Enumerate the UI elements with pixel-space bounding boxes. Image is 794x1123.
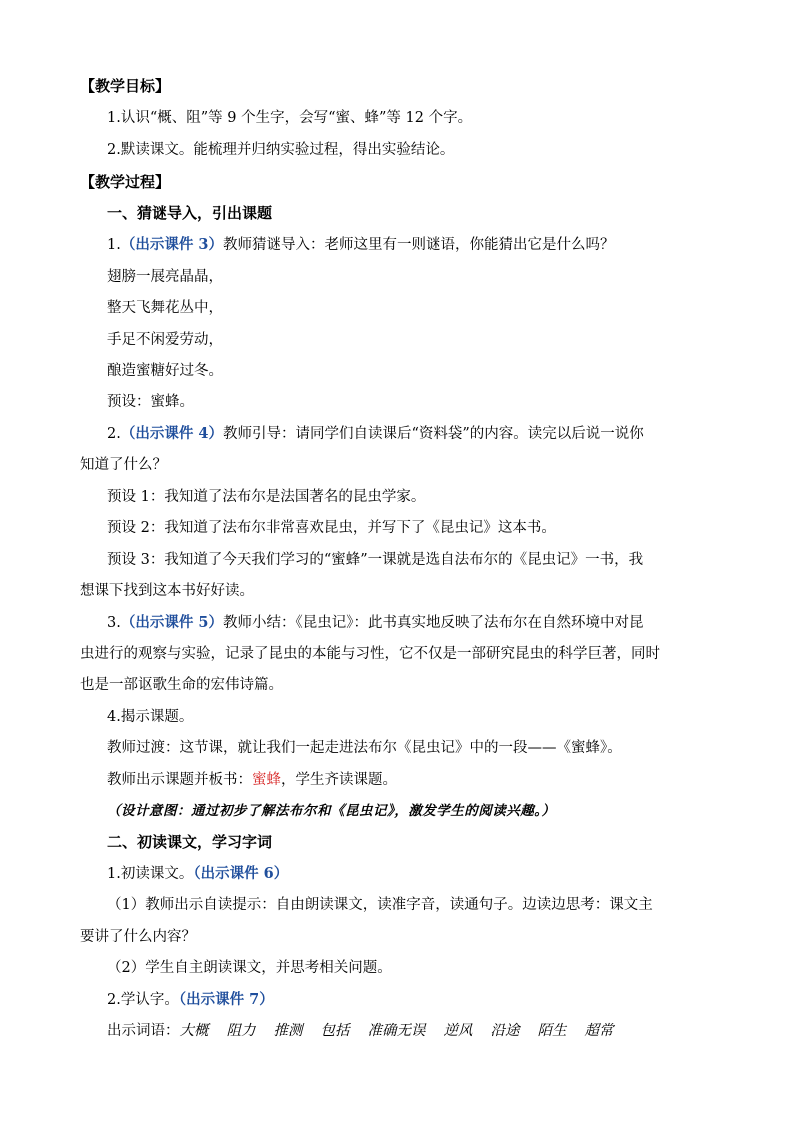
riddle-line-2: 整天飞舞花丛中， [107, 300, 223, 316]
part2-title: 二、初读课文，学习字词 [107, 833, 273, 851]
word-item: 沿途 [490, 1023, 520, 1039]
part2-sub1-cont: 要讲了什么内容？ [80, 929, 196, 945]
preset-1: 预设 1：我知道了法布尔是法国著名的昆虫学家。 [107, 489, 426, 505]
riddle-line-1: 翅膀一展亮晶晶， [107, 269, 223, 285]
word-item: 超常 [584, 1023, 614, 1039]
part2-sub2: （2）学生自主朗读课文，并思考相关问题。 [107, 960, 392, 976]
step-text: 教师猜谜导入：老师这里有一则谜语，你能猜出它是什么吗？ [222, 237, 615, 253]
goal-item-1: 1.认识“概、阻”等 9 个生字，会写“蜜、蜂”等 12 个字。 [107, 110, 473, 126]
goals-heading: 【教学目标】 [80, 77, 171, 95]
process-heading: 【教学过程】 [80, 173, 171, 191]
courseware-tag: （出示课件 3） [120, 236, 223, 253]
step-number: 1. [107, 237, 121, 253]
word-item: 阻力 [226, 1023, 256, 1039]
step-text: 1.初读课文。 [107, 866, 194, 882]
word-item: 大概 [179, 1023, 209, 1039]
part1-step1 [107, 235, 614, 255]
word-item: 推测 [273, 1023, 303, 1039]
word-list-label: 出示词语： [107, 1023, 180, 1039]
step-text: 教师小结：《昆虫记》：此书真实地反映了法布尔在自然环境中对昆 [222, 615, 644, 631]
step-number: 3. [107, 615, 121, 631]
word-item: 陌生 [537, 1023, 567, 1039]
word-item: 包括 [320, 1023, 350, 1039]
lesson-title-highlight: 蜜蜂 [252, 772, 281, 788]
riddle-line-3: 手足不闲爱劳动， [107, 332, 223, 348]
courseware-tag: （出示课件 6） [193, 865, 289, 882]
riddle-answer: 预设：蜜蜂。 [107, 394, 194, 410]
preset-2: 预设 2：我知道了法布尔非常喜欢昆虫，并写下了《昆虫记》这本书。 [107, 520, 556, 536]
part1-step2-cont: 知道了什么？ [80, 457, 167, 473]
preset-3: 预设 3：我知道了今天我们学习的“蜜蜂”一课就是选自法布尔的《昆虫记》一书，我 [107, 552, 644, 568]
part1-step3 [107, 613, 643, 633]
courseware-tag: （出示课件 4） [120, 425, 223, 442]
board-writing [107, 770, 397, 790]
step-text: 2.学认字。 [107, 992, 179, 1008]
board-text-after: ，学生齐读课题。 [281, 772, 397, 788]
goal-item-2: 2.默读课文。能梳理并归纳实验过程，得出实验结论。 [107, 142, 455, 158]
courseware-tag: （出示课件 7） [178, 991, 274, 1008]
courseware-tag: （出示课件 5） [120, 614, 223, 631]
part2-sub1: （1）教师出示自读提示：自由朗读课文，读准字音，读通句子。边读边思考：课文主 [107, 897, 653, 913]
part2-step2 [107, 990, 274, 1010]
step-number: 2. [107, 426, 121, 442]
part1-step2 [107, 424, 644, 444]
design-note: （设计意图：通过初步了解法布尔和《昆虫记》，激发学生的阅读兴趣。） [107, 803, 556, 819]
part1-title: 一、猜谜导入，引出课题 [107, 204, 273, 222]
preset-3-cont: 想课下找到这本书好好读。 [80, 583, 254, 599]
step-text: 教师引导：请同学们自读课后“资料袋”的内容。读完以后说一说你 [222, 426, 644, 442]
word-list [107, 1021, 632, 1041]
part1-step3-cont2: 也是一部讴歌生命的宏伟诗篇。 [80, 677, 283, 693]
word-item: 准确无误 [367, 1023, 426, 1039]
board-text-before: 教师出示课题并板书： [107, 772, 252, 788]
teacher-transition: 教师过渡：这节课，就让我们一起走进法布尔《昆虫记》中的一段——《蜜蜂》。 [107, 740, 622, 756]
part1-step4: 4.揭示课题。 [107, 709, 194, 725]
part2-step1 [107, 864, 288, 884]
word-item: 逆风 [443, 1023, 473, 1039]
riddle-line-4: 酿造蜜糖好过冬。 [107, 363, 223, 379]
part1-step3-cont1: 虫进行的观察与实验，记录了昆虫的本能与习性，它不仅是一部研究昆虫的科学巨著，同时 [80, 646, 660, 662]
